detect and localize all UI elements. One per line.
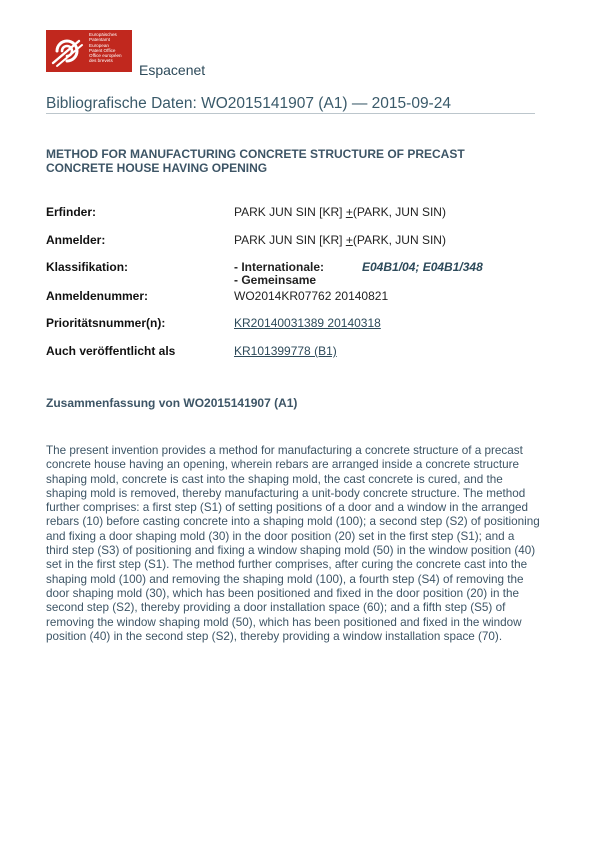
- inventor-expand-link[interactable]: +: [345, 205, 353, 219]
- also-published-link[interactable]: KR101399778 (B1): [234, 344, 337, 358]
- inventor-name: PARK JUN SIN [KR]: [234, 205, 343, 219]
- abstract-heading: Zusammenfassung von WO2015141907 (A1): [46, 396, 298, 410]
- logo-text: Europäisches Patentamt European Patent Office Office européen des brevets: [89, 32, 122, 64]
- applicant-original-name: (PARK, JUN SIN): [352, 233, 446, 247]
- classification-international-codes[interactable]: E04B1/04; E04B1/348: [362, 260, 483, 274]
- also-published-label: Auch veröffentlicht als: [46, 344, 176, 358]
- applicant-label: Anmelder:: [46, 233, 106, 247]
- application-number-label: Anmeldenummer:: [46, 289, 149, 303]
- page-title: Bibliografische Daten: WO2015141907 (A1) ― 2015-09-24: [46, 95, 451, 112]
- applicant-value: [234, 233, 446, 247]
- inventor-value: [234, 205, 446, 219]
- document-title: METHOD FOR MANUFACTURING CONCRETE STRUCTURE OF PRECAST CONCRETE HOUSE HAVING OPENING: [46, 147, 465, 175]
- priority-number-link[interactable]: KR20140031389 20140318: [234, 316, 381, 330]
- classification-international-label: - Internationale:: [234, 260, 325, 274]
- priority-number-label: Prioritätsnummer(n):: [46, 316, 166, 330]
- classification-label: Klassifikation:: [46, 260, 129, 274]
- classification-common-label: - Gemeinsame: [234, 273, 317, 287]
- epo-logo[interactable]: [46, 30, 132, 72]
- inventor-original-name: (PARK, JUN SIN): [352, 205, 446, 219]
- applicant-expand-link[interactable]: +: [345, 233, 353, 247]
- applicant-name: PARK JUN SIN [KR]: [234, 233, 343, 247]
- abstract-text: The present invention provides a method for manufacturing a concrete structure of a precast concrete house having an opening, wherein rebars are arranged inside a concrete structure shaping mold, concrete is cast into the shaping mold, the cast concrete is cured, and the shaping mold is removed, thereby manufacturing a unit-body concrete structure. The method further comprises: a first step (S1) of setting positions of a door and a window in the arranged rebars (10) before casting concrete into a shaping mold (100); a second step (S2) of positioning and fixing a door shaping mold (30) in the door position (20) set in the first step (S1); and a third step (S3) of positioning and fixing a window shaping mold (50) in the window position (40) set in the first step (S1). The method further comprises, after curing the concrete cast into the shaping mold (100) and removing the shaping mold (100), a fourth step (S4) of removing the door shaping mold (30), which has been positioned and fixed in the door position (20) in the second step (S2), thereby providing a door installation space (60); and a fifth step (S5) of removing the window shaping mold (50), which has been positioned and fixed in the window position (40) in the second step (S2), thereby providing a window installation space (70).: [46, 444, 540, 643]
- inventor-label: Erfinder:: [46, 205, 97, 219]
- title-divider: [46, 113, 535, 114]
- application-number-value: WO2014KR07762 20140821: [234, 289, 389, 303]
- epo-swirl-icon: [49, 33, 87, 69]
- espacenet-brand: Espacenet: [139, 62, 206, 78]
